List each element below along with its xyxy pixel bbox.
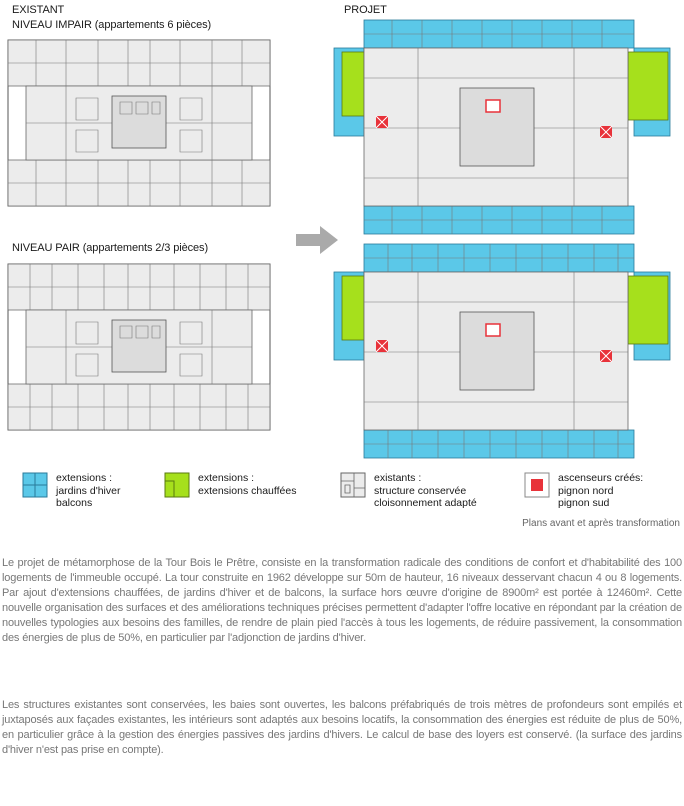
project-plan-drawing: [334, 244, 670, 458]
legend-label: cloisonnement adapté: [374, 497, 477, 509]
existing-even-plan: [6, 262, 272, 432]
project-heading: PROJET: [344, 4, 387, 16]
existing-heading: EXISTANT: [12, 4, 65, 16]
existing-plan-drawing: [8, 264, 270, 430]
legend-label: structure conservée: [374, 484, 467, 497]
legend-label: existants :: [374, 472, 422, 484]
elevator-icon: [486, 324, 500, 336]
winter-garden-swatch-icon: [22, 472, 48, 498]
legend-label: balcons: [56, 497, 93, 509]
odd-level-heading: NIVEAU IMPAIR (appartements 6 pièces): [12, 19, 212, 31]
project-plan-drawing: [334, 20, 670, 234]
legend-heated-extensions: [164, 472, 296, 498]
existing-plan-drawing: [8, 40, 270, 206]
existing-odd-plan: [6, 38, 272, 208]
even-level-heading: NIVEAU PAIR (appartements 2/3 pièces): [12, 242, 209, 254]
legend-winter-gardens: [22, 472, 120, 510]
project-even-plan: [332, 242, 672, 460]
elevator-icon: [600, 350, 612, 362]
legend-label: pignon nord: [558, 484, 614, 497]
elevator-swatch-icon: [524, 472, 550, 498]
figure-caption: Plans avant et après transformation: [522, 518, 680, 529]
heated-extension-swatch-icon: [164, 472, 190, 498]
legend-label: extensions :: [56, 472, 113, 484]
elevator-icon: [486, 100, 500, 112]
elevator-icon: [376, 116, 388, 128]
legend-label: extensions chauffées: [198, 484, 297, 497]
legend-new-elevators: [524, 472, 643, 510]
existing-structure-swatch-icon: [340, 472, 366, 498]
project-odd-plan: [332, 18, 672, 236]
description-paragraph-2: Les structures existantes sont conservées, les baies sont ouvertes, les balcons préfabriqués de trois mètres de profondeurs sont empilés et juxtaposés aux façades existantes, les intérieurs sont adaptés aux besoins locatifs, la consommation des énergies est réduite de plus de 50%, en particulier grâce à la gestion des énergies passives des jardins d'hivers. Le calcul de base des loyers est conservé. (la surface des jardins d'hiver n'est pas prise en compte).: [2, 699, 682, 756]
legend-existing-structure: [340, 472, 477, 510]
elevator-icon: [600, 126, 612, 138]
legend-label: jardins d'hiver: [56, 484, 121, 497]
legend-label: pignon sud: [558, 497, 610, 509]
description-paragraph-1: Le projet de métamorphose de la Tour Bois le Prêtre, consiste en la transformation radicale des conditions de confort et d'habitabilité des 100 logements de l'immeuble occupé. La tour construite en 1962 développe sur 50m de hauteur, 16 niveaux desservant chacun 4 ou 8 logements. Par ajout d'extensions chauffées, de jardins d'hiver et de balcons, la surface hors œuvre d'origine de 8900m² est portée à 12460m². Cette nouvelle organisation des surfaces et des améliorations techniques précises permettent d'adapter l'offre locative en répondant par la création de nouvelles typologies aux besoins des familles, de rendre de plain pied l'accès à tous les logements, de réduire passivement, la consommation des énergies de plus de 50%, en particulier par l'adjonction de jardins d'hiver.: [2, 557, 682, 644]
legend-label: ascenseurs créés:: [558, 472, 644, 484]
legend-label: extensions :: [198, 472, 255, 484]
elevator-icon: [376, 340, 388, 352]
